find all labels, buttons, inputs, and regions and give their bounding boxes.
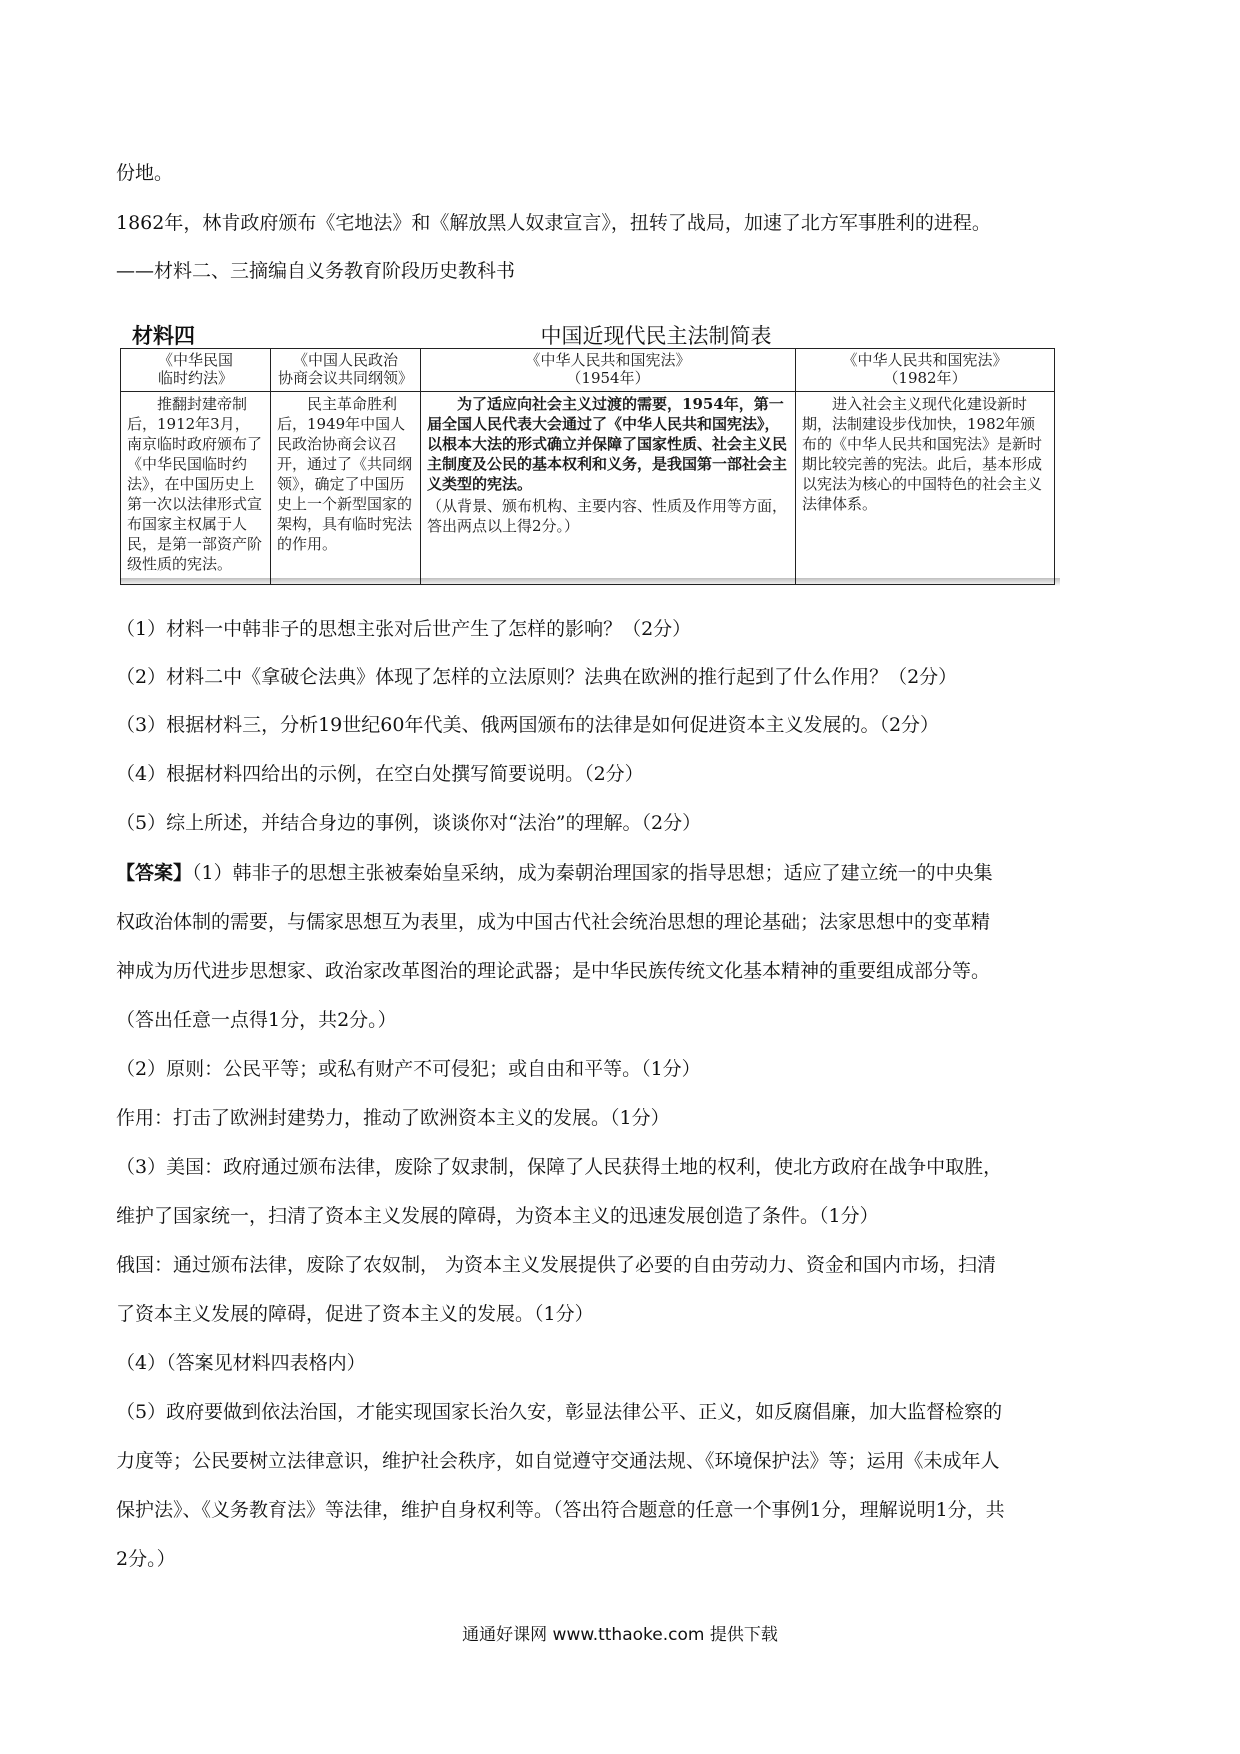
table-cell: 为了适应向社会主义过渡的需要，1954年，第一届全国人民代表大会通过了《中华人民共和国宪法》，以根本大法的形式确立并保障了国家性质、社会主义民主制度及公民的基本权利和义务，是我国第一部社会主义类型的宪法。 （从背景、颁布机构、主要内容、性质及作用等方面，答出两点以上得2分。） <box>421 392 796 585</box>
question-line: （1）材料一中韩非子的思想主张对后世产生了怎样的影响？（2分） <box>116 618 692 640</box>
answer-line: 权政治体制的需要，与儒家思想互为表里，成为中国古代社会统治思想的理论基础；法家思想中的变革精 <box>116 911 991 933</box>
material4-label: 材料四 <box>132 324 195 348</box>
table-header-cell: 《中华人民共和国宪法》 （1954年） <box>421 349 796 392</box>
table-cell: 推翻封建帝制后，1912年3月，南京临时政府颁布了《中华民国临时约法》，在中国历史上第一次以法律形式宣布国家主权属于人民，是第一部资产阶级性质的宪法。 <box>121 392 271 585</box>
law-table <box>120 348 1055 585</box>
answer-line: 神成为历代进步思想家、政治家改革图治的理论武器；是中华民族传统文化基本精神的重要组成部分等。 <box>116 960 991 982</box>
question-line: （2）材料二中《拿破仑法典》体现了怎样的立法原则？法典在欧洲的推行起到了什么作用？（2分） <box>116 666 958 688</box>
question-line: （3）根据材料三，分析19世纪60年代美、俄两国颁布的法律是如何促进资本主义发展的。（2分） <box>116 714 940 736</box>
table-cell: 民主革命胜利后，1949年中国人民政治协商会议召开，通过了《共同纲领》，确定了中国历史上一个新型国家的架构，具有临时宪法的作用。 <box>271 392 421 585</box>
table-header-cell: 《中国人民政治 协商会议共同纲领》 <box>271 349 421 392</box>
answer-line: 了资本主义发展的障碍，促进了资本主义的发展。（1分） <box>116 1303 594 1325</box>
answer-line: 作用：打击了欧洲封建势力，推动了欧洲资本主义的发展。（1分） <box>116 1107 670 1129</box>
table-row <box>121 392 1055 585</box>
question-line: （5）综上所述，并结合身边的事例，谈谈你对“法治”的理解。（2分） <box>116 812 702 834</box>
answer-line: 维护了国家统一，扫清了资本主义发展的障碍，为资本主义的迅速发展创造了条件。（1分） <box>116 1205 879 1227</box>
table-cell: 进入社会主义现代化建设新时期，法制建设步伐加快，1982年颁布的《中华人民共和国宪法》是新时期比较完善的宪法。此后，基本形成以宪法为核心的中国特色的社会主义法律体系。 <box>796 392 1055 585</box>
answer-line: （3）美国：政府通过颁布法律，废除了奴隶制，保障了人民获得土地的权利，使北方政府在战争中取胜， <box>116 1156 1003 1178</box>
scan-edge <box>120 578 1060 586</box>
table-header-row <box>121 349 1055 392</box>
text-line: 份地。 <box>116 162 174 184</box>
answer-line: 保护法》、《义务教育法》等法律，维护自身权利等。（答出符合题意的任意一个事例1分，理解说明1分，共 <box>116 1499 1005 1521</box>
source-citation: ——材料二、三摘编自义务教育阶段历史教科书 <box>116 260 516 282</box>
question-line: （4）根据材料四给出的示例，在空白处撰写简要说明。（2分） <box>116 763 644 785</box>
text-line: 1862年，林肯政府颁布《宅地法》和《解放黑人奴隶宣言》，扭转了战局，加速了北方军事胜利的进程。 <box>116 212 991 234</box>
answer-line: （5）政府要做到依法治国，才能实现国家长治久安，彰显法律公平、正义，如反腐倡廉，加大监督检察的 <box>116 1401 1003 1423</box>
answer-line: 【答案】（1）韩非子的思想主张被秦始皇采纳，成为秦朝治理国家的指导思想；适应了建立统一的中央集 <box>116 862 993 884</box>
material4-title: 中国近现代民主法制简表 <box>540 324 772 348</box>
answer-line: 力度等；公民要树立法律意识，维护社会秩序，如自觉遵守交通法规、《环境保护法》等；运用《未成年人 <box>116 1450 1000 1472</box>
table-header-cell: 《中华人民共和国宪法》 （1982年） <box>796 349 1055 392</box>
answer-line: （2）原则：公民平等；或私有财产不可侵犯；或自由和平等。（1分） <box>116 1058 701 1080</box>
answer-line: （4）（答案见材料四表格内） <box>116 1352 366 1374</box>
material4-table-image <box>116 316 1056 586</box>
answer-tag: 【答案】 <box>116 862 193 884</box>
answer-line: 俄国：通过颁布法律，废除了农奴制， 为资本主义发展提供了必要的自由劳动力、资金和国内市场，扫清 <box>116 1254 997 1276</box>
page-footer: 通通好课网 www.tthaoke.com 提供下载 <box>462 1625 778 1645</box>
table-note: （从背景、颁布机构、主要内容、性质及作用等方面，答出两点以上得2分。） <box>427 497 788 535</box>
table-header-cell: 《中华民国 临时约法》 <box>121 349 271 392</box>
answer-line: （答出任意一点得1分，共2分。） <box>116 1009 397 1031</box>
answer-line: 2分。） <box>116 1548 176 1570</box>
